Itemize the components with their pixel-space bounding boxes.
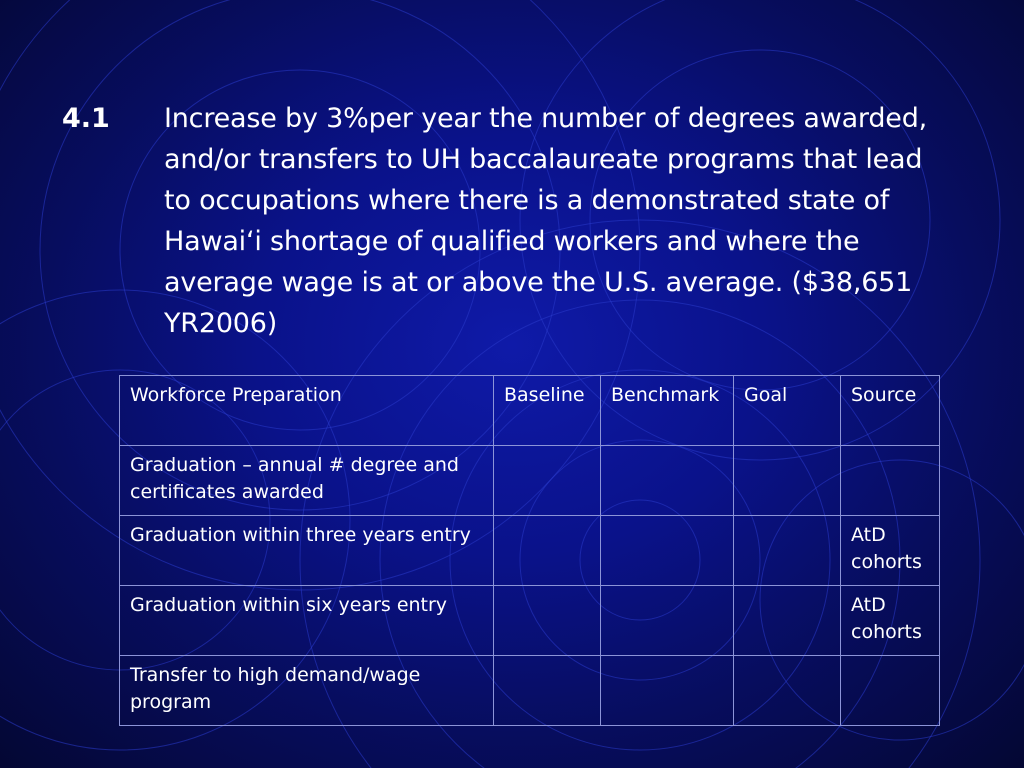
table-cell [841, 446, 940, 516]
heading-number: 4.1 [62, 103, 110, 134]
table-cell [601, 656, 734, 726]
header-workforce-preparation: Workforce Preparation [120, 376, 494, 446]
workforce-table [119, 375, 940, 726]
table-cell [601, 446, 734, 516]
table-cell [734, 446, 841, 516]
table-cell [494, 586, 601, 656]
table-cell [601, 516, 734, 586]
table-cell [734, 516, 841, 586]
table-row [120, 656, 940, 726]
table-cell [494, 516, 601, 586]
header-baseline: Baseline [494, 376, 601, 446]
table-cell [841, 656, 940, 726]
table-header-row [120, 376, 940, 446]
header-source: Source [841, 376, 940, 446]
header-benchmark: Benchmark [601, 376, 734, 446]
table-cell [601, 586, 734, 656]
table-cell [494, 656, 601, 726]
table-row [120, 516, 940, 586]
table-cell: Graduation within six years entry [120, 586, 494, 656]
table-cell: Graduation – annual # degree and certificates awarded [120, 446, 494, 516]
table-cell: AtD cohorts [841, 516, 940, 586]
table-row [120, 586, 940, 656]
table-row [120, 446, 940, 516]
table-cell [734, 656, 841, 726]
table-cell [734, 586, 841, 656]
heading-text: Increase by 3%per year the number of degrees awarded, and/or transfers to UH baccalaureate programs that lead to occupations where there is a demonstrated state of Hawai‘i shortage of qualified workers and where the average wage is at or above the U.S. average. ($38,651 YR2006) [164, 103, 928, 339]
table-cell [494, 446, 601, 516]
table-cell: Graduation within three years entry [120, 516, 494, 586]
header-goal: Goal [734, 376, 841, 446]
table-cell: AtD cohorts [841, 586, 940, 656]
table-cell: Transfer to high demand/wage program [120, 656, 494, 726]
